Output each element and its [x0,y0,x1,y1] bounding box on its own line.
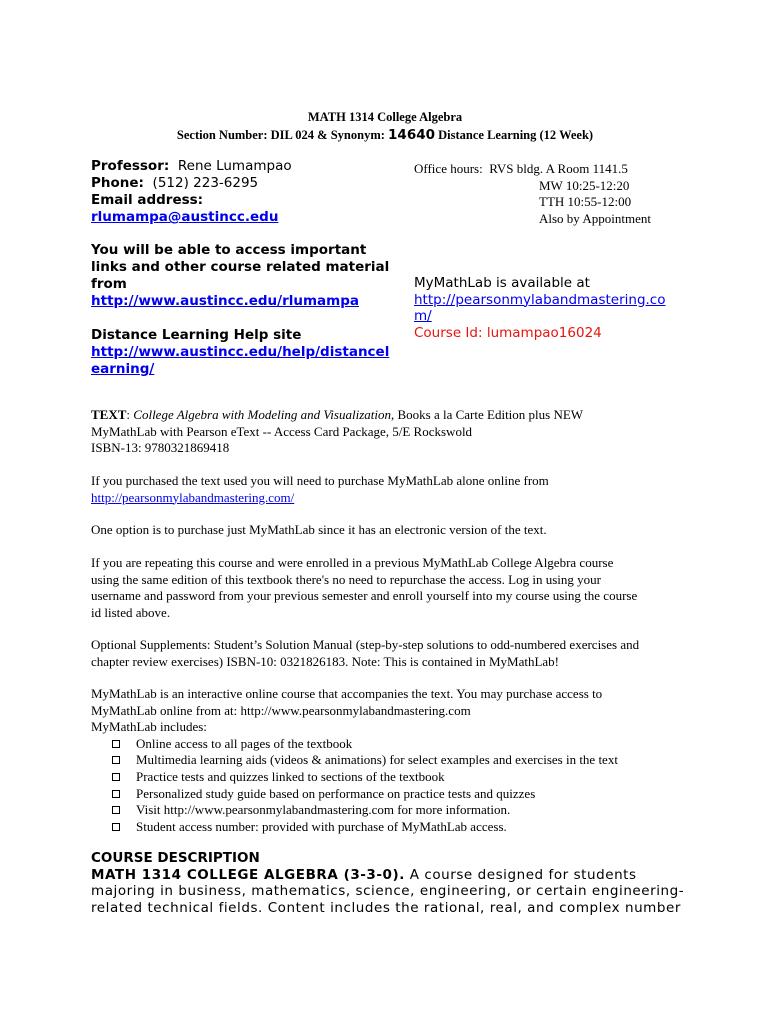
checkbox-bullet-icon [112,740,120,748]
option-paragraph [91,522,681,539]
office-hours-block [414,161,694,227]
office-slot-appointment: Also by Appointment [539,210,651,226]
office-slot-mw: MW 10:25-12:20 [539,177,630,193]
list-item: Online access to all pages of the textbook [91,736,681,753]
repeating-line-3: username and password from your previous semester and enroll yourself into my course using the course [91,588,638,604]
office-location: RVS bldg. A Room 1141.5 [489,161,628,176]
purchase-text: If you purchased the text used you will need to purchase MyMathLab alone online from [91,473,549,488]
mymathlab-block [414,275,684,341]
email-link[interactable]: rlumampa@austincc.edu [91,209,279,225]
synonym-number: 14640 [388,127,435,143]
section-prefix: Section Number: DIL 024 & Synonym: [176,128,389,142]
document-title: MATH 1314 College Algebra [307,110,463,124]
phone-number: (512) 223-6295 [152,175,259,191]
mymathlab-link-2[interactable]: m/ [414,308,432,324]
help-site-link-2[interactable]: earning/ [91,361,155,377]
book-edition: , Books a la Carte Edition plus NEW [390,407,584,422]
checkbox-bullet-icon [112,756,120,764]
professor-name: Rene Lumampao [177,158,292,174]
course-description-section [91,850,685,916]
repeating-line-4: id listed above. [91,604,171,620]
mymathlab-includes: MyMathLab includes: [91,719,207,735]
phone-label: Phone: [91,175,144,191]
checkbox-bullet-icon [112,823,120,831]
course-description-line-2: majoring in business, mathematics, science, engineering, or certain engineering- [91,883,685,899]
professor-label: Professor: [91,158,170,174]
book-package: MyMathLab with Pearson eText -- Access Card Package, 5/E Rockswold [91,423,473,439]
list-item: Practice tests and quizzes linked to sections of the textbook [91,769,681,786]
course-links-block [91,242,411,378]
mymathlab-info-paragraph [91,686,681,835]
email-label: Email address: [91,192,204,208]
list-item: Personalized study guide based on performance on practice tests and quizzes [91,786,681,803]
mymathlab-info-line-2: MyMathLab online from at: http://www.pearsonmylabandmastering.com [91,702,471,718]
repeating-line-2: using the same edition of this textbook there's no need to repurchase the access. Log in using your [91,571,601,587]
checkbox-bullet-icon [112,806,120,814]
supplements-line-2: chapter review exercises) ISBN-10: 0321826183. Note: This is contained in MyMathLab! [91,653,560,669]
checkbox-bullet-icon [112,790,120,798]
list-item: Visit http://www.pearsonmylabandmastering.com for more information. [91,802,681,819]
access-text-2: links and other course related material [91,259,390,275]
help-site-link-1[interactable]: http://www.austincc.edu/help/distancel [91,344,390,360]
course-description-line-3: related technical fields. Content includes the rational, real, and complex number [91,899,681,916]
purchase-link[interactable]: http://pearsonmylabandmastering.com/ [91,489,295,505]
book-isbn: ISBN-13: 9780321869418 [91,440,230,456]
textbook-section: TEXT: College Algebra with Modeling and Visualization, Books a la Carte Edition plus NEW MyMathLab with Pearson eText -- Access Card Package, 5/E Rockswold ISBN-13: 9780321869418 [91,407,681,457]
course-description-heading: COURSE DESCRIPTION [91,850,260,866]
supplements-line-1: Optional Supplements: Student’s Solution Manual (step-by-step solutions to odd-numbered exercises and [91,637,640,652]
course-description-line-1: A course designed for students [404,866,637,883]
mymathlab-info-line-1: MyMathLab is an interactive online course that accompanies the text. You may purchase access to [91,686,603,701]
checkbox-bullet-icon [112,773,120,781]
repeating-paragraph [91,555,681,621]
purchase-paragraph [91,473,681,506]
office-hours-label: Office hours: [414,161,483,176]
text-label: TEXT [91,407,127,422]
list-item: Student access number: provided with purchase of MyMathLab access. [91,819,681,836]
access-text-1: You will be able to access important [91,242,367,258]
book-title: College Algebra with Modeling and Visualization [133,407,391,422]
mymathlab-link-1[interactable]: http://pearsonmylabandmastering.co [414,291,666,308]
contact-block [91,158,411,226]
supplements-paragraph [91,637,681,670]
mymathlab-available-text: MyMathLab is available at [414,275,590,291]
office-slot-tth: TTH 10:55-12:00 [539,194,632,209]
instructor-site-link[interactable]: http://www.austincc.edu/rlumampa [91,293,359,309]
mymathlab-features-list [91,736,681,836]
course-id: Course Id: lumampao16024 [414,324,602,341]
list-item: Multimedia learning aids (videos & animations) for select examples and exercises in the text [91,752,681,769]
access-text-3: from [91,276,127,292]
course-code: MATH 1314 COLLEGE ALGEBRA (3-3-0). [91,866,405,883]
option-text: One option is to purchase just MyMathLab since it has an electronic version of the text. [91,522,547,537]
section-line [0,127,770,143]
help-site-label: Distance Learning Help site [91,327,302,343]
section-suffix: Distance Learning (12 Week) [435,128,594,142]
repeating-line-1: If you are repeating this course and were enrolled in a previous MyMathLab College Algebra course [91,555,614,570]
